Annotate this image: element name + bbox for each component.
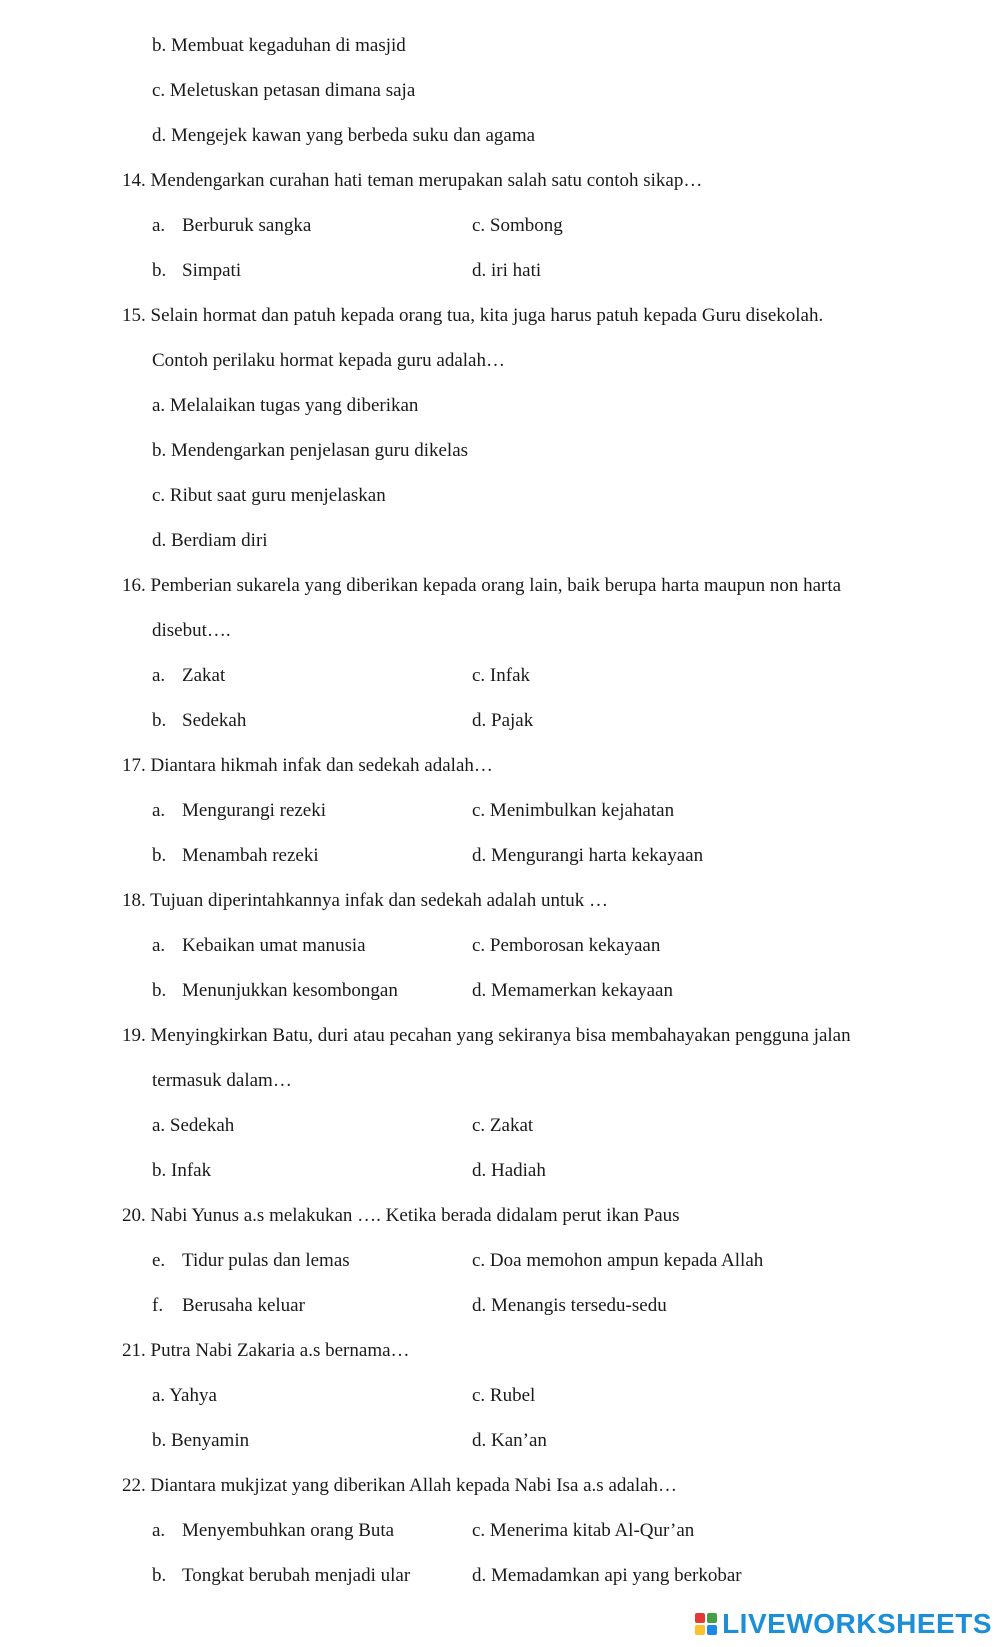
option-c: c. Menimbulkan kejahatan [472,800,675,821]
option-line: d. Mengejek kawan yang berbeda suku dan agama [152,125,536,146]
option-d: d. Pajak [472,710,534,731]
option-d: d. Kan’an [472,1430,547,1451]
option-d: d. Menangis tersedu-sedu [472,1295,667,1316]
question-20: 20. Nabi Yunus a.s melakukan …. Ketika berada didalam perut ikan Paus [122,1205,680,1226]
option-d: d. Mengurangi harta kekayaan [472,845,704,866]
option-f: f. Berusaha keluar [152,1295,305,1316]
option-c: c. Rubel [472,1385,536,1406]
option-b: b. Benyamin [152,1430,250,1451]
question-17: 17. Diantara hikmah infak dan sedekah adalah… [122,755,493,776]
option-b: b. Infak [152,1160,212,1181]
option-a: a. Yahya [152,1385,217,1406]
option-d: d. iri hati [472,260,542,281]
question-21: 21. Putra Nabi Zakaria a.s bernama… [122,1340,410,1361]
option-a: a. Mengurangi rezeki [152,800,327,821]
question-15: 15. Selain hormat dan patuh kepada orang tua, kita juga harus patuh kepada Guru disekolah. [122,305,824,326]
option-b: b. Sedekah [152,710,247,731]
option-a: a. Sedekah [152,1115,235,1136]
option-a: a. Zakat [152,665,226,686]
option-a: a. Berburuk sangka [152,215,312,236]
option-e: e. Tidur pulas dan lemas [152,1250,350,1271]
logo-mark-icon [695,1613,717,1635]
option-d: d. Memamerkan kekayaan [472,980,673,1001]
option-a: a. Menyembuhkan orang Buta [152,1520,395,1541]
question-18: 18. Tujuan diperintahkannya infak dan sedekah adalah untuk … [122,890,608,911]
question-19: 19. Menyingkirkan Batu, duri atau pecahan yang sekiranya bisa membahayakan pengguna jalan [122,1025,851,1046]
option-d: d. Berdiam diri [152,530,268,551]
logo-text: LIVEWORKSHEETS [722,1608,992,1639]
option-b: b. Tongkat berubah menjadi ular [152,1565,411,1586]
option-a: a. Kebaikan umat manusia [152,935,366,956]
option-c: c. Ribut saat guru menjelaskan [152,485,386,506]
option-b: b. Menunjukkan kesombongan [152,980,398,1001]
option-d: d. Memadamkan api yang berkobar [472,1565,742,1586]
option-a: a. Melalaikan tugas yang diberikan [152,395,419,416]
question-16-cont: disebut…. [152,620,231,641]
option-d: d. Hadiah [472,1160,546,1181]
liveworksheets-logo[interactable] [695,1607,992,1641]
question-15-cont: Contoh perilaku hormat kepada guru adalah… [152,350,505,371]
option-c: c. Sombong [472,215,563,236]
question-14: 14. Mendengarkan curahan hati teman merupakan salah satu contoh sikap… [122,170,703,191]
option-c: c. Infak [472,665,531,686]
question-19-cont: termasuk dalam… [152,1070,292,1091]
question-16: 16. Pemberian sukarela yang diberikan kepada orang lain, baik berupa harta maupun non harta [122,575,842,596]
option-c: c. Zakat [472,1115,534,1136]
question-22: 22. Diantara mukjizat yang diberikan Allah kepada Nabi Isa a.s adalah… [122,1475,678,1496]
option-line: c. Meletuskan petasan dimana saja [152,80,416,101]
option-c: c. Menerima kitab Al-Qur’an [472,1520,695,1541]
option-b: b. Simpati [152,260,242,281]
option-b: b. Menambah rezeki [152,845,319,866]
option-c: c. Pemborosan kekayaan [472,935,661,956]
option-c: c. Doa memohon ampun kepada Allah [472,1250,764,1271]
option-line: b. Membuat kegaduhan di masjid [152,35,406,56]
option-b: b. Mendengarkan penjelasan guru dikelas [152,440,469,461]
